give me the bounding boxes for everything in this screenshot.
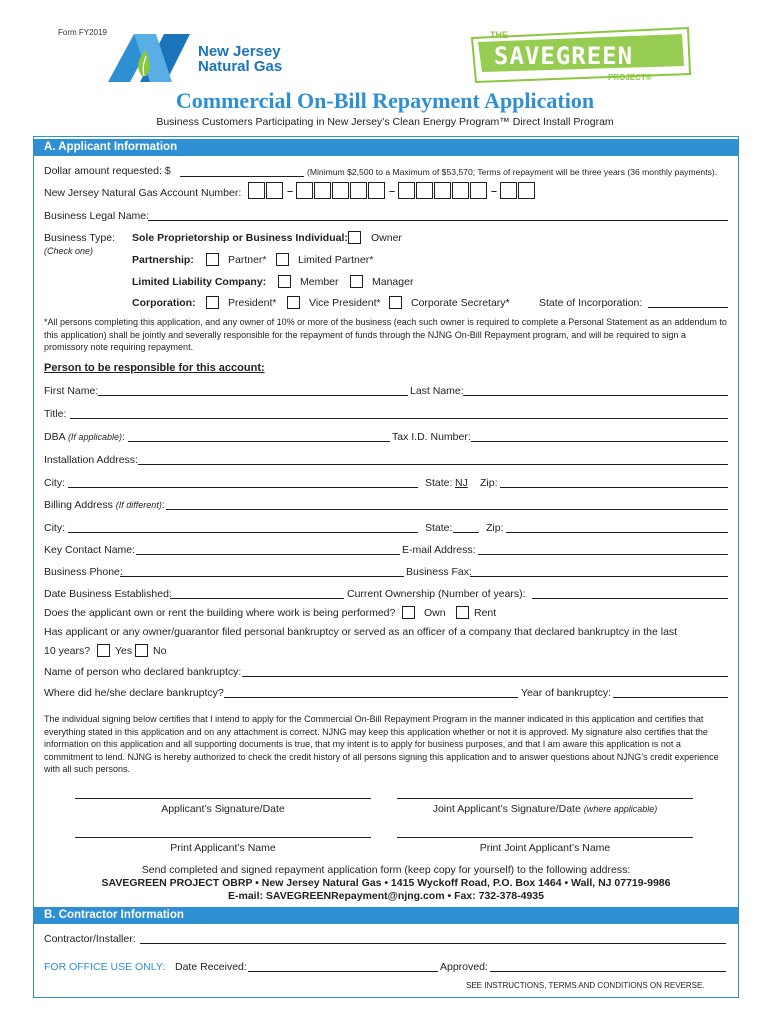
logo-line-2: Natural Gas (198, 58, 283, 75)
manager-checkbox[interactable] (350, 275, 363, 288)
billing-address-field[interactable] (166, 509, 728, 510)
city-label: City: (44, 477, 65, 489)
rent-checkbox[interactable] (456, 606, 469, 619)
manager-label: Manager (372, 276, 414, 288)
email-field[interactable] (478, 554, 728, 555)
corporate-secretary-checkbox[interactable] (389, 296, 402, 309)
bankrupt-where-label: Where did he/she declare bankruptcy? (44, 687, 224, 699)
corporation-label: Corporation: (132, 297, 196, 309)
mailing-address: SAVEGREEN PROJECT OBRP • New Jersey Natural Gas • 1415 Wyckoff Road, P.O. Box 1464 • Wall, NJ 07719-9986 (101, 877, 671, 889)
date-established-label: Date Business Established: (44, 588, 172, 600)
bankrupt-name-field[interactable] (242, 676, 728, 677)
print-joint-label: Print Joint Applicant’s Name (479, 842, 611, 854)
billing-zip-field[interactable] (506, 532, 728, 533)
install-address-label: Installation Address: (44, 454, 138, 466)
account-number-field[interactable]: – – – (248, 182, 536, 199)
print-joint-field[interactable] (397, 837, 693, 838)
key-contact-label: Key Contact Name: (44, 544, 136, 556)
current-ownership-field[interactable] (532, 598, 728, 599)
tax-id-label: Tax I.D. Number: (392, 431, 471, 443)
office-use-label: FOR OFFICE USE ONLY: (44, 961, 166, 973)
date-received-field[interactable] (248, 971, 438, 972)
install-city-field[interactable] (68, 487, 418, 488)
dba-field[interactable] (128, 441, 390, 442)
check-one-note: (Check one) (44, 246, 94, 256)
install-address-field[interactable] (138, 464, 728, 465)
responsible-heading: Person to be responsible for this account: (44, 362, 265, 374)
savegreen-main-text: SAVEGREEN (494, 42, 634, 70)
own-label: Own (424, 607, 446, 619)
legal-name-label: Business Legal Name: (44, 210, 150, 222)
date-received-label: Date Received: (175, 961, 247, 973)
first-name-field[interactable] (98, 395, 408, 396)
business-type-label: Business Type: (44, 232, 116, 244)
partner-label: Partner* (228, 254, 267, 266)
current-ownership-label: Current Ownership (Number of years): (347, 588, 526, 600)
joint-signature-label: Joint Applicant’s Signature/Date (where applicable) (432, 803, 658, 815)
no-label: No (153, 645, 167, 657)
president-checkbox[interactable] (206, 296, 219, 309)
dba-label: DBA (If applicable): (44, 431, 125, 443)
partnership-label: Partnership: (132, 254, 194, 266)
business-fax-field[interactable] (470, 576, 728, 577)
owner-checkbox[interactable] (348, 231, 361, 244)
bankruptcy-question-cont: 10 years? (44, 645, 91, 657)
approved-field[interactable] (490, 971, 726, 972)
yes-checkbox[interactable] (97, 644, 110, 657)
business-phone-field[interactable] (120, 576, 404, 577)
billing-city-field[interactable] (68, 532, 418, 533)
rent-label: Rent (474, 607, 497, 619)
business-fax-label: Business Fax: (406, 566, 472, 578)
yes-label: Yes (115, 645, 133, 657)
section-a-heading: A. Applicant Information (34, 139, 738, 156)
billing-state-field[interactable] (453, 532, 479, 533)
account-label: New Jersey Natural Gas Account Number: (44, 187, 242, 199)
approved-label: Approved: (440, 961, 488, 973)
applicant-signature-label: Applicant’s Signature/Date (161, 803, 285, 815)
llc-label: Limited Liability Company: (132, 276, 267, 288)
title-field[interactable] (70, 418, 728, 419)
savegreen-logo-icon (468, 26, 694, 84)
page-subtitle: Business Customers Participating in New Jersey’s Clean Energy Program™ Direct Install Program (156, 116, 614, 128)
date-established-field[interactable] (170, 598, 344, 599)
form-id: Form FY2019 (58, 28, 107, 37)
member-label: Member (300, 276, 339, 288)
own-checkbox[interactable] (402, 606, 415, 619)
see-instructions: SEE INSTRUCTIONS, TERMS AND CONDITIONS ON REVERSE. (466, 981, 705, 990)
business-phone-label: Business Phone: (44, 566, 123, 578)
bankrupt-name-label: Name of person who declared bankruptcy: (44, 666, 242, 678)
logo-line-1: New Jersey (198, 43, 281, 60)
owner-label: Owner (371, 232, 402, 244)
dollar-note: (Minimum $2,500 to a Maximum of $53,570; Terms of repayment will be three years (36 monthly payments). (307, 167, 718, 177)
bankrupt-year-label: Year of bankruptcy: (521, 687, 612, 699)
key-contact-field[interactable] (136, 554, 400, 555)
billing-city-label: City: (44, 522, 65, 534)
page-title: Commercial On-Bill Repayment Application (175, 88, 595, 113)
limited-partner-checkbox[interactable] (276, 253, 289, 266)
legal-name-field[interactable] (148, 220, 728, 221)
tax-id-field[interactable] (471, 441, 728, 442)
sole-prop-label: Sole Proprietorship or Business Individual: (132, 232, 348, 244)
bankrupt-where-field[interactable] (224, 697, 518, 698)
savegreen-top-text: THE (490, 30, 508, 40)
print-applicant-label: Print Applicant’s Name (170, 842, 276, 854)
billing-zip-label: Zip: (486, 522, 504, 534)
contact-info: E-mail: SAVEGREENRepayment@njng.com • Fax: 732-378-4935 (228, 890, 544, 902)
last-name-field[interactable] (463, 395, 728, 396)
bankrupt-year-field[interactable] (613, 697, 728, 698)
savegreen-bottom-text: PROJECT® (608, 73, 652, 82)
state-incorp-field[interactable] (648, 307, 728, 308)
section-b-heading: B. Contractor Information (34, 907, 738, 924)
state-value: NJ (455, 477, 468, 489)
title-label: Title: (44, 408, 67, 420)
certification-text: The individual signing below certifies that I intend to apply for the Commercial On-Bill Repayment Program in the manner indicated in this application and certifies that everything stated in this application and on any attachment is correct. NJNG may keep this application whether or not it is approved. My signature also certifies that the information on this application and all supporting documents is true, that my intent is to apply for business purposes, and that I am aware this application is not a commitment to lend. NJNG is hereby authorized to check the credit history of all persons signing this application and to answer questions about NJNG’s credit experience with all such persons. (44, 714, 719, 775)
send-instructions: Send completed and signed repayment application form (keep copy for yourself) to the following address: (141, 864, 631, 876)
billing-address-label: Billing Address (If different): (44, 499, 165, 511)
no-checkbox[interactable] (135, 644, 148, 657)
dollar-amount-field[interactable] (180, 176, 304, 177)
vice-president-label: Vice President* (309, 297, 381, 309)
dollar-label: Dollar amount requested: $ (44, 165, 171, 177)
contractor-label: Contractor/Installer: (44, 933, 136, 945)
member-checkbox[interactable] (278, 275, 291, 288)
footnote: *All persons completing this application, and any owner of 10% or more of the business (each such owner is required to complete a Personal Statement as an addendum to this application) shall be jointly and severally responsible for the repayment of funds through the NJNG On-Bill Repayment program, and will be required to sign a promissory note requiring repayment. (44, 317, 727, 353)
install-zip-field[interactable] (500, 487, 728, 488)
corporate-secretary-label: Corporate Secretary* (411, 297, 510, 309)
applicant-signature-field[interactable] (75, 798, 371, 799)
zip-label: Zip: (480, 477, 498, 489)
joint-signature-field[interactable] (397, 798, 693, 799)
last-name-label: Last Name: (410, 385, 464, 397)
email-label: E-mail Address: (402, 544, 476, 556)
vice-president-checkbox[interactable] (287, 296, 300, 309)
state-label: State: (425, 477, 453, 489)
print-applicant-field[interactable] (75, 837, 371, 838)
bankruptcy-question: Has applicant or any owner/guarantor filed personal bankruptcy or served as an officer of a company that declared bankruptcy in the last (44, 626, 678, 638)
first-name-label: First Name: (44, 385, 99, 397)
limited-partner-label: Limited Partner* (298, 254, 374, 266)
contractor-field[interactable] (140, 943, 726, 944)
state-incorp-label: State of Incorporation: (539, 297, 643, 309)
billing-state-label: State: (425, 522, 453, 534)
own-rent-question: Does the applicant own or rent the building where work is being performed? (44, 607, 396, 619)
partner-checkbox[interactable] (206, 253, 219, 266)
president-label: President* (228, 297, 277, 309)
